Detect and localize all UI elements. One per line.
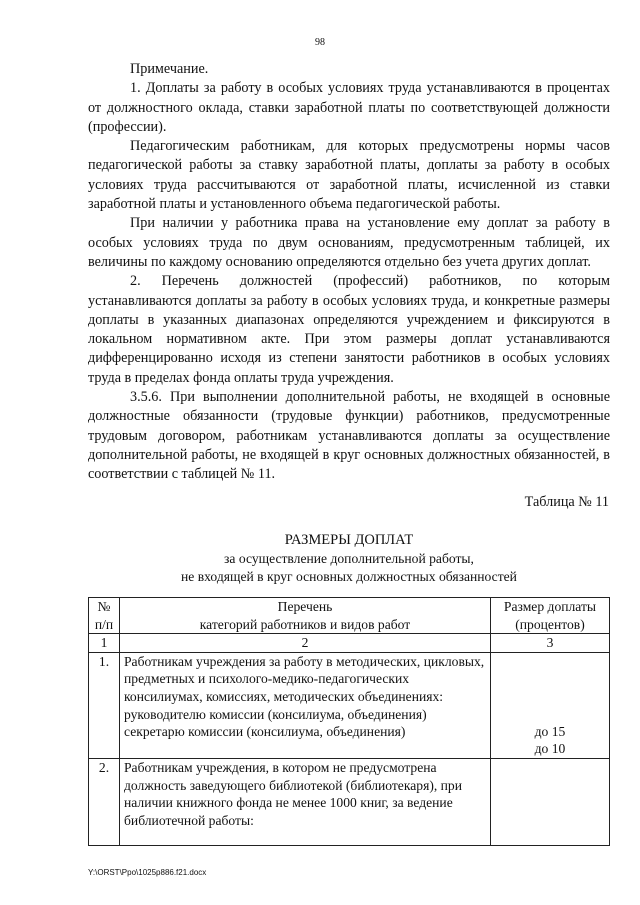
note-paragraph-3: При наличии у работника права на установление ему доплат за работу в особых условиях труда по двум основаниям, предусмотренным таблицей, их величины по каждому основанию определяются отдельно без учета других доплат. [88, 215, 610, 270]
page-number: 98 [315, 37, 325, 48]
header-size-line1: Размер доплаты [503, 599, 597, 614]
table-label: Таблица № 11 [524, 494, 609, 510]
row-text: Работникам учреждения, в котором не предусмотрена должность заведующего библиотекой (библиотекаря), при наличии книжного фонда не менее 1000 книг, за ведение библиотечной работы: [120, 758, 491, 845]
table-row [89, 652, 610, 758]
index-cell: 2 [120, 634, 491, 653]
footer-file-path: Y:\ORST\Ppo\1025p886.f21.docx [88, 868, 207, 877]
index-cell: 3 [491, 634, 610, 653]
title-sub-2: не входящей в круг основных должностных обязанностей [181, 569, 517, 584]
title-sub-1: за осуществление дополнительной работы, [224, 551, 474, 566]
section-paragraph: 3.5.6. При выполнении дополнительной работы, не входящей в основные должностные обязанности (трудовые функции) работников, предусмотренные трудовым договором, работникам устанавливаются доплаты за осуществление дополнительной работы, не входящей в круг основных должностных обязанностей, в соответствии с таблицей № 11. [88, 389, 610, 483]
table-row [89, 758, 610, 845]
note-paragraph-4: 2. Перечень должностей (профессий) работников, по которым устанавливаются доплаты за работу в особых условиях труда, и конкретные размеры доплаты в указанных диапазонах определяются учреждением и фиксируются в локальном нормативном акте. При этом размеры доплат устанавливаются дифференцированно исходя из степени занятости работников в особых условиях труда в пределах фонда оплаты труда учреждения. [88, 273, 610, 386]
row-values [491, 652, 610, 758]
table-index-row [89, 634, 610, 653]
header-list [120, 598, 491, 634]
row-value [491, 758, 610, 845]
row-value: до 15 [534, 723, 566, 739]
header-size [491, 598, 610, 634]
note-heading: Примечание. [130, 61, 209, 77]
note-block [88, 60, 610, 388]
row-num: 2. [89, 758, 120, 845]
header-num: № п/п [89, 598, 120, 634]
header-size-line2: (процентов) [515, 616, 585, 632]
row-value: до 10 [534, 741, 566, 757]
row-text [120, 652, 491, 758]
row-sub-text: секретарю комиссии (консилиума, объединения) [124, 724, 406, 740]
section-block [88, 388, 610, 484]
row-num: 1. [89, 652, 120, 758]
index-cell: 1 [89, 634, 120, 653]
header-list-line2: категорий работников и видов работ [199, 616, 411, 632]
header-list-line1: Перечень [277, 599, 333, 614]
row-sub-text: руководителю комиссии (консилиума, объединения) [124, 706, 427, 722]
table-title [88, 531, 610, 586]
table-header-row [89, 598, 610, 634]
note-paragraph-2: Педагогическим работникам, для которых предусмотрены нормы часов педагогической работы за ставку заработной платы, доплаты за работу в особых условиях труда рассчитываются от заработной платы, исчисленной из ставки заработной платы и установленного объема педагогической работы. [88, 138, 610, 213]
payments-table [88, 597, 610, 846]
note-paragraph-1: 1. Доплаты за работу в особых условиях труда устанавливаются в процентах от должностного оклада, ставки заработной платы по соответствующей должности (профессии). [88, 80, 610, 135]
title-main: РАЗМЕРЫ ДОПЛАТ [284, 532, 414, 548]
row-main-text: Работникам учреждения за работу в методических, цикловых, предметных и психолого-медико-педагогических консилиумах, комиссиях, методических объединениях: [124, 653, 485, 704]
